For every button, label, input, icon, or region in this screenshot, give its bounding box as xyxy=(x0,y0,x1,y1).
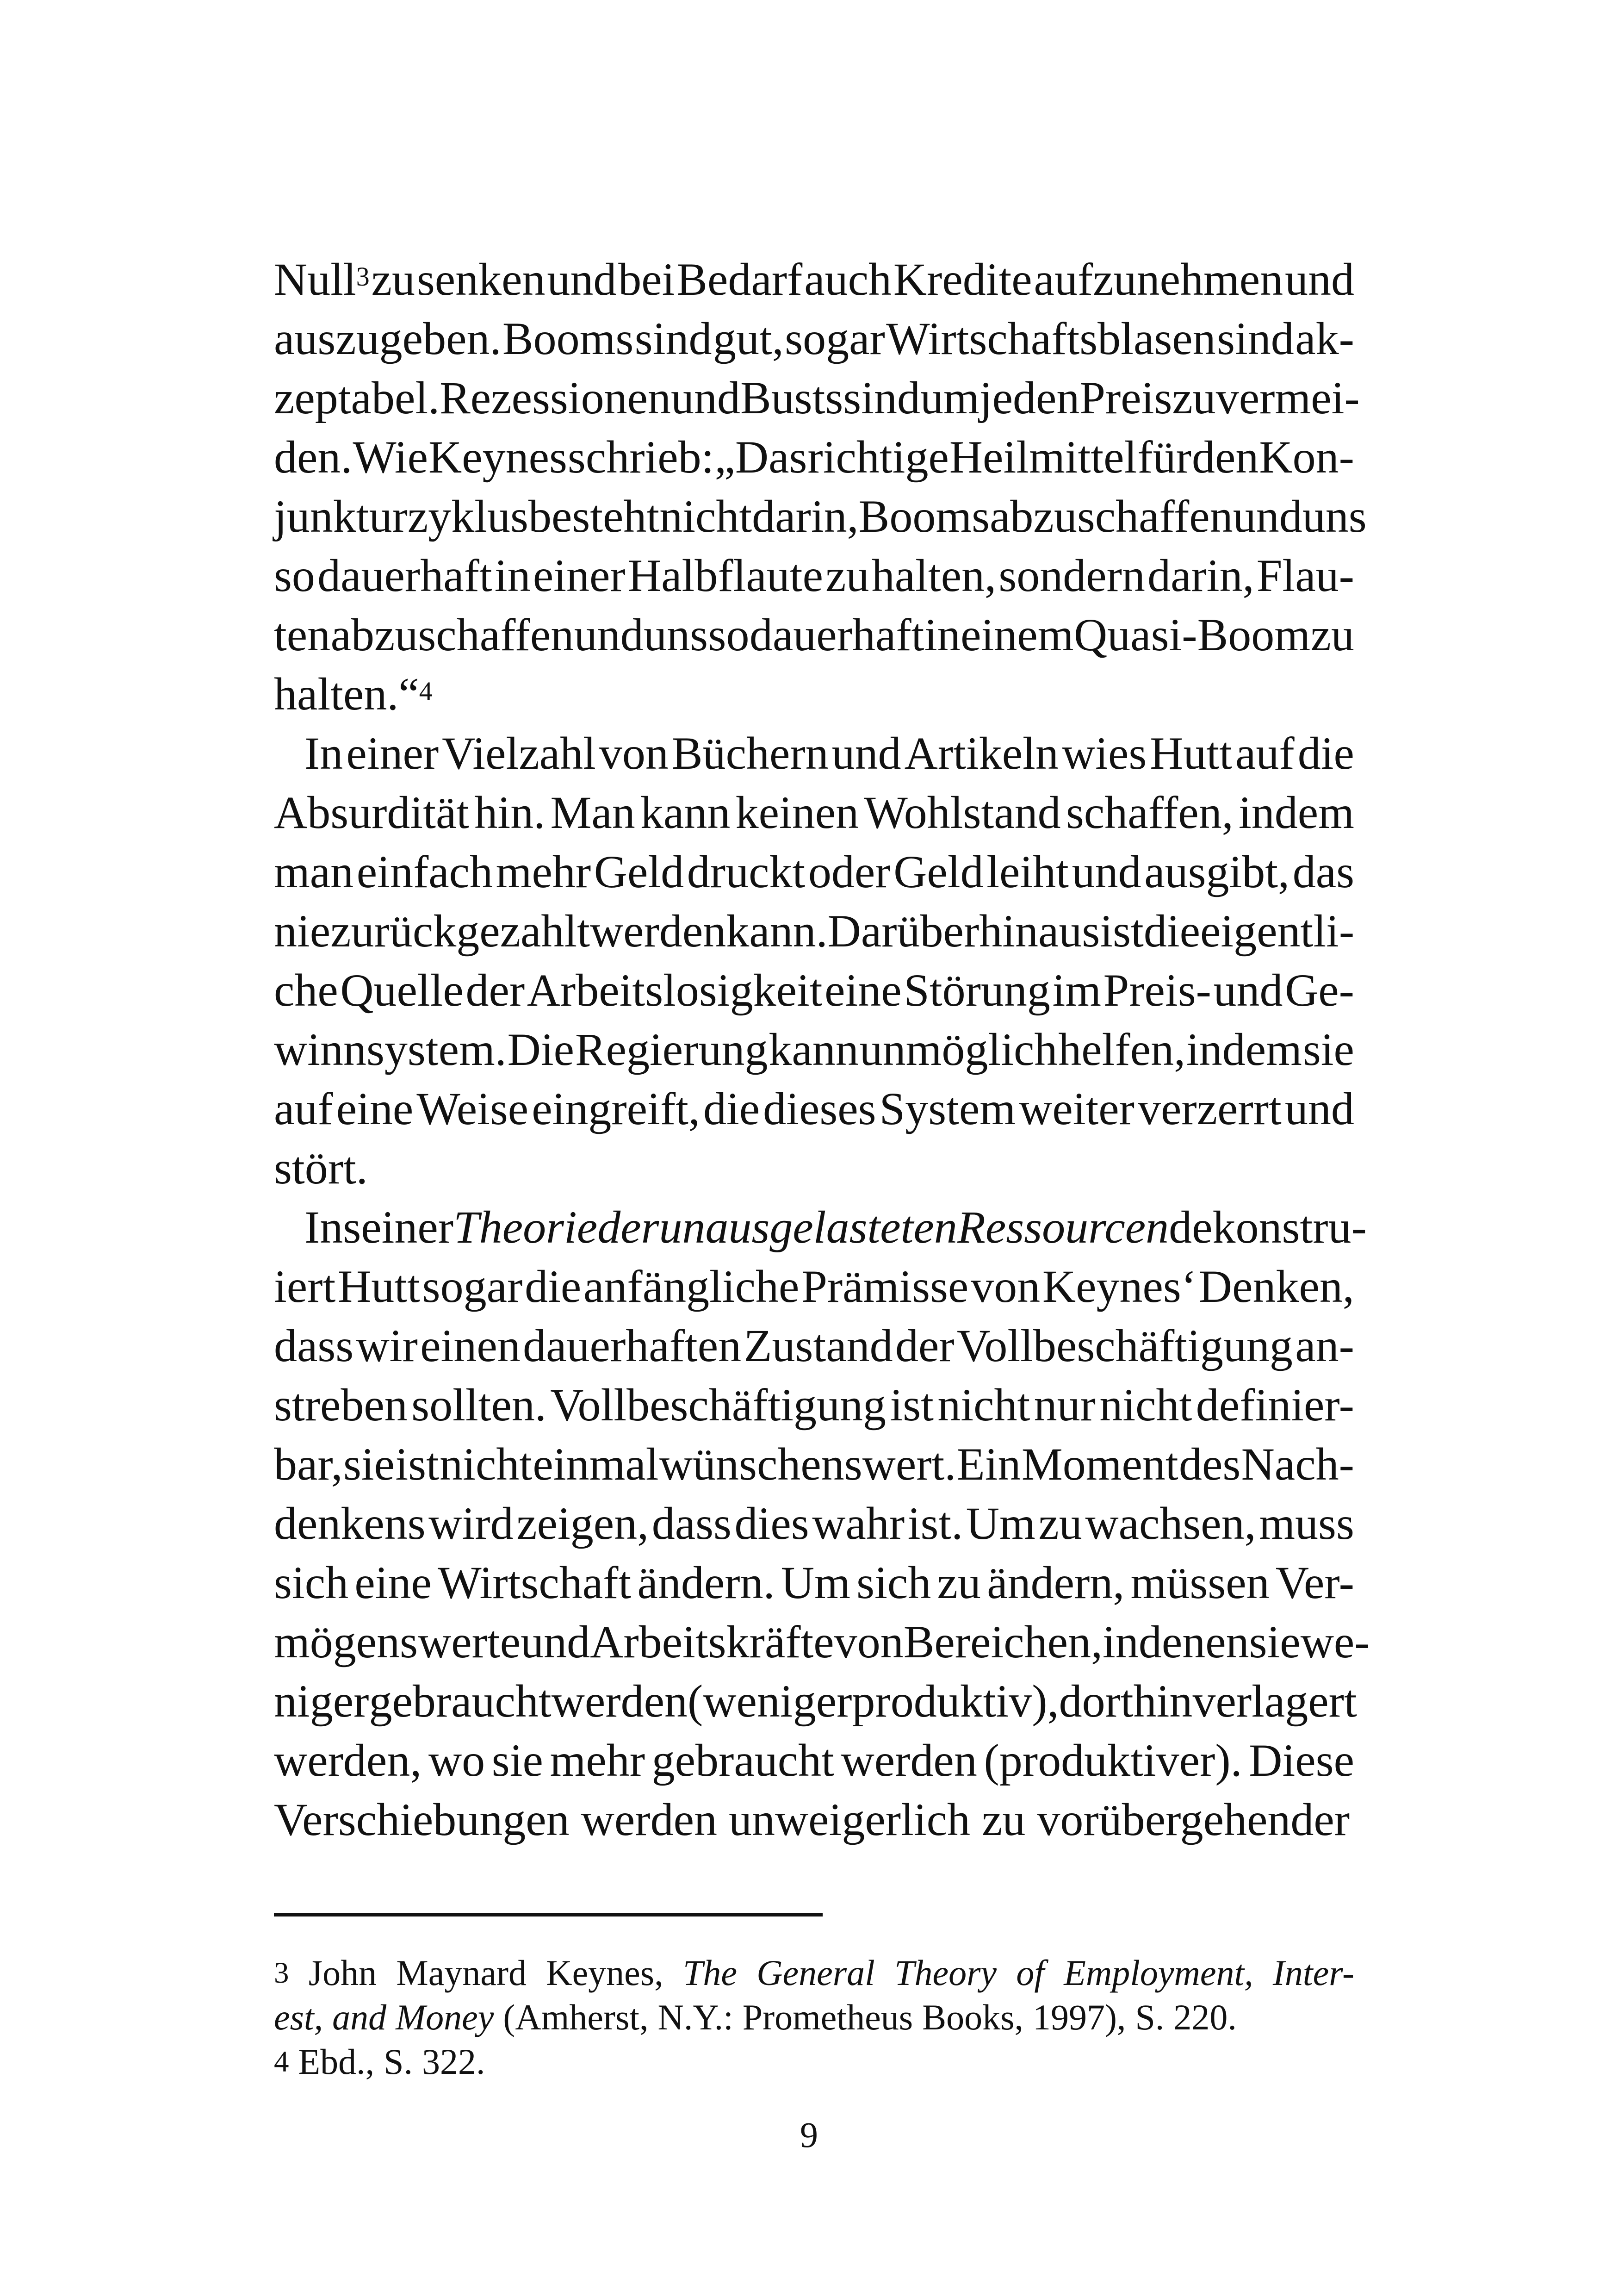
text-line: auf eine Weise eingreift, die dieses System weiter verzerrt und xyxy=(274,1083,1354,1134)
text-line: Verschiebungen werden unweigerlich zu vorübergehender xyxy=(274,1794,1350,1845)
text-line: nie zurückgezahlt werden kann. Darüber hinaus ist die eigentli- xyxy=(274,905,1355,957)
page-number: 9 xyxy=(800,2115,818,2155)
footnote-separator xyxy=(274,1913,823,1916)
text-line: Absurdität hin. Man kann keinen Wohlstand schaffen, indem xyxy=(274,787,1354,838)
text-line: so dauerhaft in einer Halbflaute zu halten, sondern darin, Flau- xyxy=(274,550,1354,601)
text-line: niger gebraucht werden (weniger produktiv), dorthin verlagert xyxy=(274,1675,1357,1727)
text-line: iert Hutt sogar die anfängliche Prämisse von Keynes‘ Denken, xyxy=(274,1261,1354,1312)
footnote-marker: 4 xyxy=(419,676,433,706)
text-line: halten.“$^4$ xyxy=(274,668,433,720)
text-line: junkturzyklus besteht nicht darin, Booms abzuschaffen und uns xyxy=(274,491,1367,542)
text-line: che Quelle der Arbeitslosigkeit eine Störung im Preis- und Ge- xyxy=(274,964,1354,1016)
footnote-marker: 3 xyxy=(274,1956,289,1990)
footnote-line: $^3$ John Maynard Keynes, The General Theory of Employment, Inter- xyxy=(274,1953,1354,1993)
text-line: dass wir einen dauerhaften Zustand der Vollbeschäftigung an- xyxy=(274,1320,1354,1371)
text-line: stört. xyxy=(274,1142,368,1194)
footnote-marker: 3 xyxy=(356,261,370,292)
text-line: werden, wo sie mehr gebraucht werden (produktiver). Diese xyxy=(274,1735,1354,1786)
text-line: auszugeben. Booms sind gut, sogar Wirtschaftsblasen sind ak- xyxy=(274,313,1354,364)
footnote-marker: 4 xyxy=(274,2045,289,2078)
text-line: bar, sie ist nicht einmal wünschenswert. Ein Moment des Nach- xyxy=(274,1438,1354,1490)
body-text xyxy=(274,250,1370,1849)
footnote-line: est, and Money (Amherst, N.Y.: Prometheus Books, 1997), S. 220. xyxy=(274,1997,1237,2037)
text-line: zeptabel. Rezessionen und Busts sind um jeden Preis zu vermei- xyxy=(274,372,1360,423)
text-line: winnsystem. Die Regierung kann unmöglich helfen, indem sie xyxy=(274,1024,1354,1075)
text-line: streben sollten. Vollbeschäftigung ist nicht nur nicht definier- xyxy=(274,1379,1354,1431)
text-line: mögenswerte und Arbeitskräfte von Bereichen, in denen sie we- xyxy=(274,1616,1370,1668)
text-line: man einfach mehr Geld druckt oder Geld leiht und ausgibt, das xyxy=(274,846,1354,897)
text-line: In seiner Theorie der unausgelasteten Ressourcen dekonstru- xyxy=(304,1201,1367,1253)
text-line: Null$^3$ zu senken und bei Bedarf auch Kredite aufzunehmen und xyxy=(274,254,1354,305)
text-line: den. Wie Keynes schrieb: „Das richtige Heilmittel für den Kon- xyxy=(274,431,1354,483)
text-line: In einer Vielzahl von Büchern und Artikeln wies Hutt auf die xyxy=(304,728,1354,779)
text-line: sich eine Wirtschaft ändern. Um sich zu ändern, müssen Ver- xyxy=(274,1557,1354,1608)
text-line: ten abzuschaffen und uns so dauerhaft in einem Quasi-Boom zu xyxy=(274,609,1354,660)
footnotes xyxy=(274,1951,1354,2084)
footnote-line: $^4$ Ebd., S. 322. xyxy=(274,2041,485,2082)
text-line: denkens wird zeigen, dass dies wahr ist. Um zu wachsen, muss xyxy=(274,1498,1354,1549)
